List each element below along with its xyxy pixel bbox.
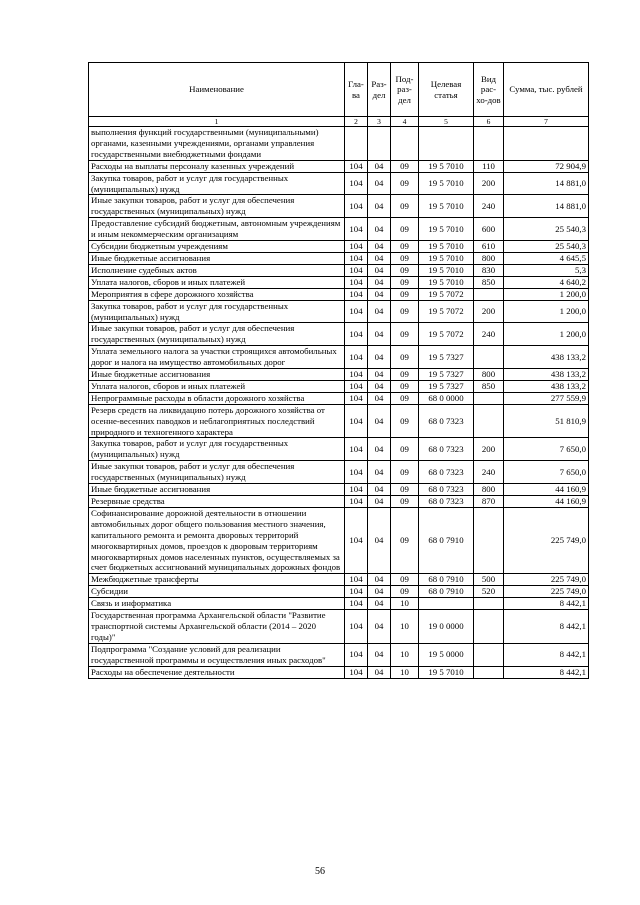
section-cell: 04: [368, 666, 391, 678]
row-name-cell: Резерв средств на ликвидацию потерь дорожного хозяйства от осенне-весенних паводков и неблагоприятных последствий природного и техногенного характера: [89, 404, 345, 438]
section-cell: 04: [368, 195, 391, 218]
section-cell: 04: [368, 380, 391, 392]
page-number: 56: [315, 866, 325, 877]
expense-type-cell: [474, 643, 504, 666]
expense-type-cell: 520: [474, 586, 504, 598]
amount-cell: 14 881,0: [504, 172, 589, 195]
table-row: [89, 586, 589, 598]
amount-cell: 5,3: [504, 264, 589, 276]
chapter-cell: 104: [345, 195, 368, 218]
chapter-cell: 104: [345, 241, 368, 253]
section-cell: 04: [368, 252, 391, 264]
section-cell: 04: [368, 264, 391, 276]
section-cell: [368, 127, 391, 161]
subsection-cell: 09: [391, 404, 419, 438]
table-row: [89, 252, 589, 264]
table-row: [89, 127, 589, 161]
subsection-cell: 10: [391, 598, 419, 610]
chapter-cell: 104: [345, 380, 368, 392]
chapter-cell: 104: [345, 369, 368, 381]
section-cell: 04: [368, 496, 391, 508]
target-article-cell: 19 5 7327: [419, 369, 474, 381]
amount-cell: [504, 127, 589, 161]
section-cell: 04: [368, 276, 391, 288]
subsection-cell: 09: [391, 438, 419, 461]
target-article-cell: 19 5 7327: [419, 380, 474, 392]
section-cell: 04: [368, 300, 391, 323]
amount-cell: 277 559,9: [504, 392, 589, 404]
amount-cell: 51 810,9: [504, 404, 589, 438]
row-name-cell: Софинансирование дорожной деятельности в отношении автомобильных дорог общего пользования местного значения, капитального ремонта и ремонта дворовых территорий многоквартирных домов, проездов к дворовым территориям многоквартирных домов населенных пунктов, осуществляемых за счет бюджетных ассигнований муниципальных дорожных фондов: [89, 507, 345, 573]
amount-cell: 1 200,0: [504, 300, 589, 323]
row-name-cell: Закупка товаров, работ и услуг для государственных (муниципальных) нужд: [89, 438, 345, 461]
row-name-cell: Закупка товаров, работ и услуг для государственных (муниципальных) нужд: [89, 300, 345, 323]
row-name-cell: Расходы на выплаты персоналу казенных учреждений: [89, 160, 345, 172]
amount-cell: 44 160,9: [504, 484, 589, 496]
subsection-cell: 09: [391, 323, 419, 346]
amount-cell: 25 540,3: [504, 241, 589, 253]
column-number: 4: [391, 117, 419, 127]
row-name-cell: Субсидии: [89, 586, 345, 598]
expense-type-cell: [474, 610, 504, 644]
expense-type-cell: 500: [474, 574, 504, 586]
column-number: 1: [89, 117, 345, 127]
section-cell: 04: [368, 507, 391, 573]
amount-cell: 72 904,9: [504, 160, 589, 172]
section-cell: 04: [368, 346, 391, 369]
row-name-cell: Уплата земельного налога за участки строящихся автомобильных дорог и налога на имущество автомобильных дорог: [89, 346, 345, 369]
section-cell: 04: [368, 461, 391, 484]
row-name-cell: Иные закупки товаров, работ и услуг для обеспечения государственных (муниципальных) нужд: [89, 461, 345, 484]
target-article-cell: 19 5 7010: [419, 218, 474, 241]
table-row: [89, 346, 589, 369]
header-name: Наименование: [89, 63, 345, 117]
chapter-cell: 104: [345, 461, 368, 484]
expense-type-cell: 610: [474, 241, 504, 253]
amount-cell: 225 749,0: [504, 574, 589, 586]
table-row: [89, 507, 589, 573]
section-cell: 04: [368, 484, 391, 496]
header-amount: Сумма, тыс. рублей: [504, 63, 589, 117]
chapter-cell: 104: [345, 484, 368, 496]
section-cell: 04: [368, 369, 391, 381]
header-target-article: Целевая статья: [419, 63, 474, 117]
amount-cell: 4 640,2: [504, 276, 589, 288]
target-article-cell: 19 5 7010: [419, 160, 474, 172]
section-cell: 04: [368, 160, 391, 172]
table-row: [89, 574, 589, 586]
amount-cell: 8 442,1: [504, 666, 589, 678]
subsection-cell: 09: [391, 380, 419, 392]
expense-type-cell: 870: [474, 496, 504, 508]
amount-cell: 44 160,9: [504, 496, 589, 508]
target-article-cell: 68 0 7323: [419, 461, 474, 484]
subsection-cell: 10: [391, 666, 419, 678]
section-cell: 04: [368, 172, 391, 195]
expense-type-cell: [474, 507, 504, 573]
section-cell: 04: [368, 643, 391, 666]
row-name-cell: Иные бюджетные ассигнования: [89, 484, 345, 496]
row-name-cell: Субсидии бюджетным учреждениям: [89, 241, 345, 253]
chapter-cell: 104: [345, 288, 368, 300]
chapter-cell: 104: [345, 610, 368, 644]
table-row: [89, 218, 589, 241]
column-number-row: [89, 117, 589, 127]
header-expense-type: Вид рас-хо-дов: [474, 63, 504, 117]
amount-cell: 225 749,0: [504, 507, 589, 573]
subsection-cell: 09: [391, 241, 419, 253]
chapter-cell: 104: [345, 507, 368, 573]
header-section: Раз-дел: [368, 63, 391, 117]
subsection-cell: 09: [391, 484, 419, 496]
target-article-cell: [419, 598, 474, 610]
target-article-cell: [419, 127, 474, 161]
chapter-cell: [345, 127, 368, 161]
table-row: [89, 276, 589, 288]
expense-type-cell: 240: [474, 195, 504, 218]
chapter-cell: 104: [345, 598, 368, 610]
target-article-cell: 19 5 7010: [419, 172, 474, 195]
target-article-cell: 68 0 7910: [419, 507, 474, 573]
chapter-cell: 104: [345, 252, 368, 264]
expense-type-cell: 110: [474, 160, 504, 172]
chapter-cell: 104: [345, 392, 368, 404]
chapter-cell: 104: [345, 438, 368, 461]
table-row: [89, 610, 589, 644]
expense-type-cell: 850: [474, 276, 504, 288]
table-row: [89, 484, 589, 496]
target-article-cell: 19 5 0000: [419, 643, 474, 666]
row-name-cell: Связь и информатика: [89, 598, 345, 610]
expense-type-cell: [474, 598, 504, 610]
subsection-cell: 09: [391, 369, 419, 381]
table-row: [89, 369, 589, 381]
subsection-cell: 10: [391, 610, 419, 644]
row-name-cell: Мероприятия в сфере дорожного хозяйства: [89, 288, 345, 300]
subsection-cell: 10: [391, 643, 419, 666]
row-name-cell: Иные закупки товаров, работ и услуг для обеспечения государственных (муниципальных) нужд: [89, 323, 345, 346]
subsection-cell: 09: [391, 300, 419, 323]
expense-type-cell: [474, 666, 504, 678]
table-row: [89, 300, 589, 323]
section-cell: 04: [368, 438, 391, 461]
table-row: [89, 160, 589, 172]
table-row: [89, 323, 589, 346]
table-row: [89, 666, 589, 678]
table-row: [89, 288, 589, 300]
column-number: 7: [504, 117, 589, 127]
amount-cell: 7 650,0: [504, 461, 589, 484]
subsection-cell: 09: [391, 392, 419, 404]
target-article-cell: 68 0 7910: [419, 586, 474, 598]
expense-type-cell: [474, 127, 504, 161]
expense-type-cell: 800: [474, 369, 504, 381]
section-cell: 04: [368, 404, 391, 438]
chapter-cell: 104: [345, 574, 368, 586]
budget-table: [88, 62, 589, 679]
chapter-cell: 104: [345, 276, 368, 288]
chapter-cell: 104: [345, 218, 368, 241]
subsection-cell: 09: [391, 218, 419, 241]
target-article-cell: 19 5 7072: [419, 323, 474, 346]
section-cell: 04: [368, 392, 391, 404]
chapter-cell: 104: [345, 404, 368, 438]
expense-type-cell: [474, 404, 504, 438]
amount-cell: 1 200,0: [504, 288, 589, 300]
expense-type-cell: 200: [474, 300, 504, 323]
section-cell: 04: [368, 610, 391, 644]
row-name-cell: Иные закупки товаров, работ и услуг для обеспечения государственных (муниципальных) нужд: [89, 195, 345, 218]
amount-cell: 4 645,5: [504, 252, 589, 264]
amount-cell: 438 133,2: [504, 369, 589, 381]
table-row: [89, 172, 589, 195]
header-chapter: Гла-ва: [345, 63, 368, 117]
amount-cell: 7 650,0: [504, 438, 589, 461]
row-name-cell: Расходы на обеспечение деятельности: [89, 666, 345, 678]
chapter-cell: 104: [345, 264, 368, 276]
table-row: [89, 598, 589, 610]
target-article-cell: 19 5 7010: [419, 666, 474, 678]
expense-type-cell: [474, 392, 504, 404]
row-name-cell: Предоставление субсидий бюджетным, автономным учреждениям и иным некоммерческим организациям: [89, 218, 345, 241]
chapter-cell: 104: [345, 643, 368, 666]
expense-type-cell: [474, 288, 504, 300]
section-cell: 04: [368, 323, 391, 346]
table-row: [89, 264, 589, 276]
subsection-cell: 09: [391, 264, 419, 276]
expense-type-cell: 200: [474, 438, 504, 461]
amount-cell: 8 442,1: [504, 643, 589, 666]
section-cell: 04: [368, 218, 391, 241]
expense-type-cell: [474, 346, 504, 369]
column-number: 2: [345, 117, 368, 127]
row-name-cell: Межбюджетные трансферты: [89, 574, 345, 586]
subsection-cell: 09: [391, 461, 419, 484]
table-row: [89, 496, 589, 508]
target-article-cell: 19 5 7072: [419, 288, 474, 300]
subsection-cell: 09: [391, 346, 419, 369]
header-row: [89, 63, 589, 117]
chapter-cell: 104: [345, 586, 368, 598]
target-article-cell: 19 5 7010: [419, 241, 474, 253]
subsection-cell: 09: [391, 288, 419, 300]
section-cell: 04: [368, 598, 391, 610]
chapter-cell: 104: [345, 346, 368, 369]
expense-type-cell: 200: [474, 172, 504, 195]
row-name-cell: Уплата налогов, сборов и иных платежей: [89, 380, 345, 392]
row-name-cell: Исполнение судебных актов: [89, 264, 345, 276]
section-cell: 04: [368, 288, 391, 300]
chapter-cell: 104: [345, 172, 368, 195]
column-number: 5: [419, 117, 474, 127]
amount-cell: 8 442,1: [504, 598, 589, 610]
table-row: [89, 392, 589, 404]
subsection-cell: 09: [391, 252, 419, 264]
row-name-cell: выполнения функций государственными (муниципальными) органами, казенными учреждениями, органами управления государственными внебюджетными фондами: [89, 127, 345, 161]
target-article-cell: 68 0 7910: [419, 574, 474, 586]
expense-type-cell: 600: [474, 218, 504, 241]
subsection-cell: 09: [391, 160, 419, 172]
target-article-cell: 19 0 0000: [419, 610, 474, 644]
expense-type-cell: 830: [474, 264, 504, 276]
table-row: [89, 380, 589, 392]
expense-type-cell: 800: [474, 484, 504, 496]
amount-cell: 438 133,2: [504, 380, 589, 392]
section-cell: 04: [368, 586, 391, 598]
subsection-cell: [391, 127, 419, 161]
row-name-cell: Подпрограмма "Создание условий для реализации государственной программы и осуществления иных расходов": [89, 643, 345, 666]
row-name-cell: Иные бюджетные ассигнования: [89, 252, 345, 264]
target-article-cell: 68 0 7323: [419, 438, 474, 461]
table-row: [89, 461, 589, 484]
target-article-cell: 19 5 7327: [419, 346, 474, 369]
row-name-cell: Иные бюджетные ассигнования: [89, 369, 345, 381]
target-article-cell: 68 0 7323: [419, 484, 474, 496]
chapter-cell: 104: [345, 300, 368, 323]
subsection-cell: 09: [391, 507, 419, 573]
row-name-cell: Государственная программа Архангельской области "Развитие транспортной системы Архангельской области (2014 – 2020 годы)": [89, 610, 345, 644]
subsection-cell: 09: [391, 276, 419, 288]
chapter-cell: 104: [345, 496, 368, 508]
table-row: [89, 404, 589, 438]
amount-cell: 8 442,1: [504, 610, 589, 644]
header-subsection: Под-раз-дел: [391, 63, 419, 117]
expense-type-cell: 240: [474, 461, 504, 484]
column-number: 6: [474, 117, 504, 127]
expense-type-cell: 850: [474, 380, 504, 392]
table-row: [89, 643, 589, 666]
expense-type-cell: 240: [474, 323, 504, 346]
target-article-cell: 68 0 7323: [419, 496, 474, 508]
target-article-cell: 19 5 7010: [419, 195, 474, 218]
row-name-cell: Непрограммные расходы в области дорожного хозяйства: [89, 392, 345, 404]
row-name-cell: Уплата налогов, сборов и иных платежей: [89, 276, 345, 288]
column-number: 3: [368, 117, 391, 127]
subsection-cell: 09: [391, 172, 419, 195]
section-cell: 04: [368, 241, 391, 253]
chapter-cell: 104: [345, 666, 368, 678]
row-name-cell: Закупка товаров, работ и услуг для государственных (муниципальных) нужд: [89, 172, 345, 195]
subsection-cell: 09: [391, 574, 419, 586]
amount-cell: 438 133,2: [504, 346, 589, 369]
chapter-cell: 104: [345, 323, 368, 346]
target-article-cell: 19 5 7010: [419, 252, 474, 264]
target-article-cell: 19 5 7010: [419, 264, 474, 276]
amount-cell: 25 540,3: [504, 218, 589, 241]
target-article-cell: 19 5 7010: [419, 276, 474, 288]
chapter-cell: 104: [345, 160, 368, 172]
amount-cell: 14 881,0: [504, 195, 589, 218]
table-row: [89, 438, 589, 461]
section-cell: 04: [368, 574, 391, 586]
subsection-cell: 09: [391, 586, 419, 598]
subsection-cell: 09: [391, 195, 419, 218]
row-name-cell: Резервные средства: [89, 496, 345, 508]
target-article-cell: 68 0 7323: [419, 404, 474, 438]
amount-cell: 225 749,0: [504, 586, 589, 598]
amount-cell: 1 200,0: [504, 323, 589, 346]
table-row: [89, 195, 589, 218]
subsection-cell: 09: [391, 496, 419, 508]
expense-type-cell: 800: [474, 252, 504, 264]
target-article-cell: 19 5 7072: [419, 300, 474, 323]
target-article-cell: 68 0 0000: [419, 392, 474, 404]
table-row: [89, 241, 589, 253]
